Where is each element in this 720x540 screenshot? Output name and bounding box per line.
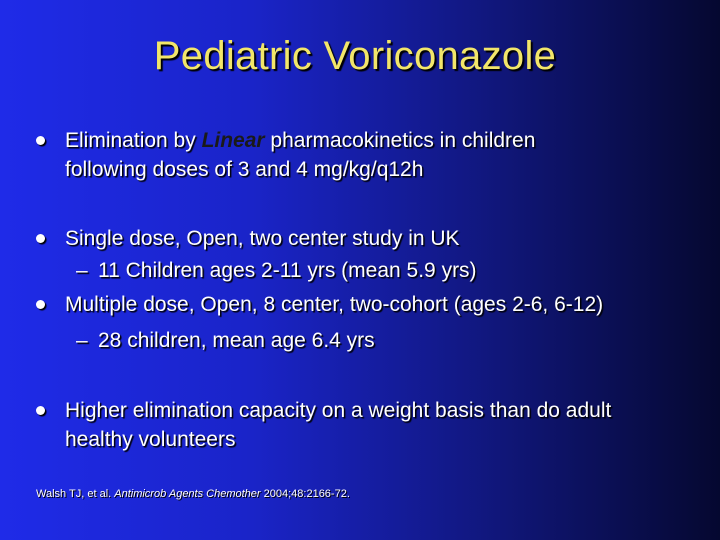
- bullet-dot-icon: [36, 406, 45, 415]
- emphasis-linear: Linear: [201, 129, 265, 152]
- bullet-dot-icon: [36, 234, 45, 243]
- subbullet-text: 28 children, mean age 6.4 yrs: [98, 329, 375, 352]
- bullet-text-post: pharmacokinetics in children: [264, 129, 536, 152]
- bullet-text-line2: following doses of 3 and 4 mg/kg/q12h: [65, 158, 424, 181]
- bullet-higher-elimination: [36, 396, 696, 454]
- bullet-text: Higher elimination capacity on a weight basis than do adult: [65, 399, 612, 422]
- bullet-text-line2: healthy volunteers: [65, 428, 236, 451]
- dash-marker: –: [76, 329, 88, 352]
- bullet-elimination: [36, 126, 696, 184]
- subbullet-multiple-dose-children: [76, 326, 696, 355]
- bullet-dot-icon: [36, 300, 45, 309]
- subbullet-text: 11 Children ages 2-11 yrs (mean 5.9 yrs): [98, 259, 477, 282]
- reference-citation: [36, 488, 350, 500]
- reference-journal: Antimicrob Agents Chemother: [114, 488, 261, 500]
- reference-volume: 2004;48:2166-72.: [260, 488, 350, 500]
- subbullet-single-dose-children: [76, 256, 696, 285]
- slide-title: Pediatric Voriconazole: [153, 34, 557, 78]
- bullet-text-pre: Elimination by: [65, 129, 202, 152]
- bullet-text: Single dose, Open, two center study in UK: [65, 227, 460, 250]
- dash-marker: –: [76, 259, 88, 282]
- bullet-single-dose: [36, 224, 696, 253]
- bullet-multiple-dose: [36, 290, 696, 319]
- bullet-dot-icon: [36, 136, 45, 145]
- bullet-text: [65, 126, 696, 155]
- bullet-text: Multiple dose, Open, 8 center, two-cohort (ages 2-6, 6-12): [65, 293, 604, 316]
- reference-authors: Walsh TJ, et al.: [36, 488, 115, 500]
